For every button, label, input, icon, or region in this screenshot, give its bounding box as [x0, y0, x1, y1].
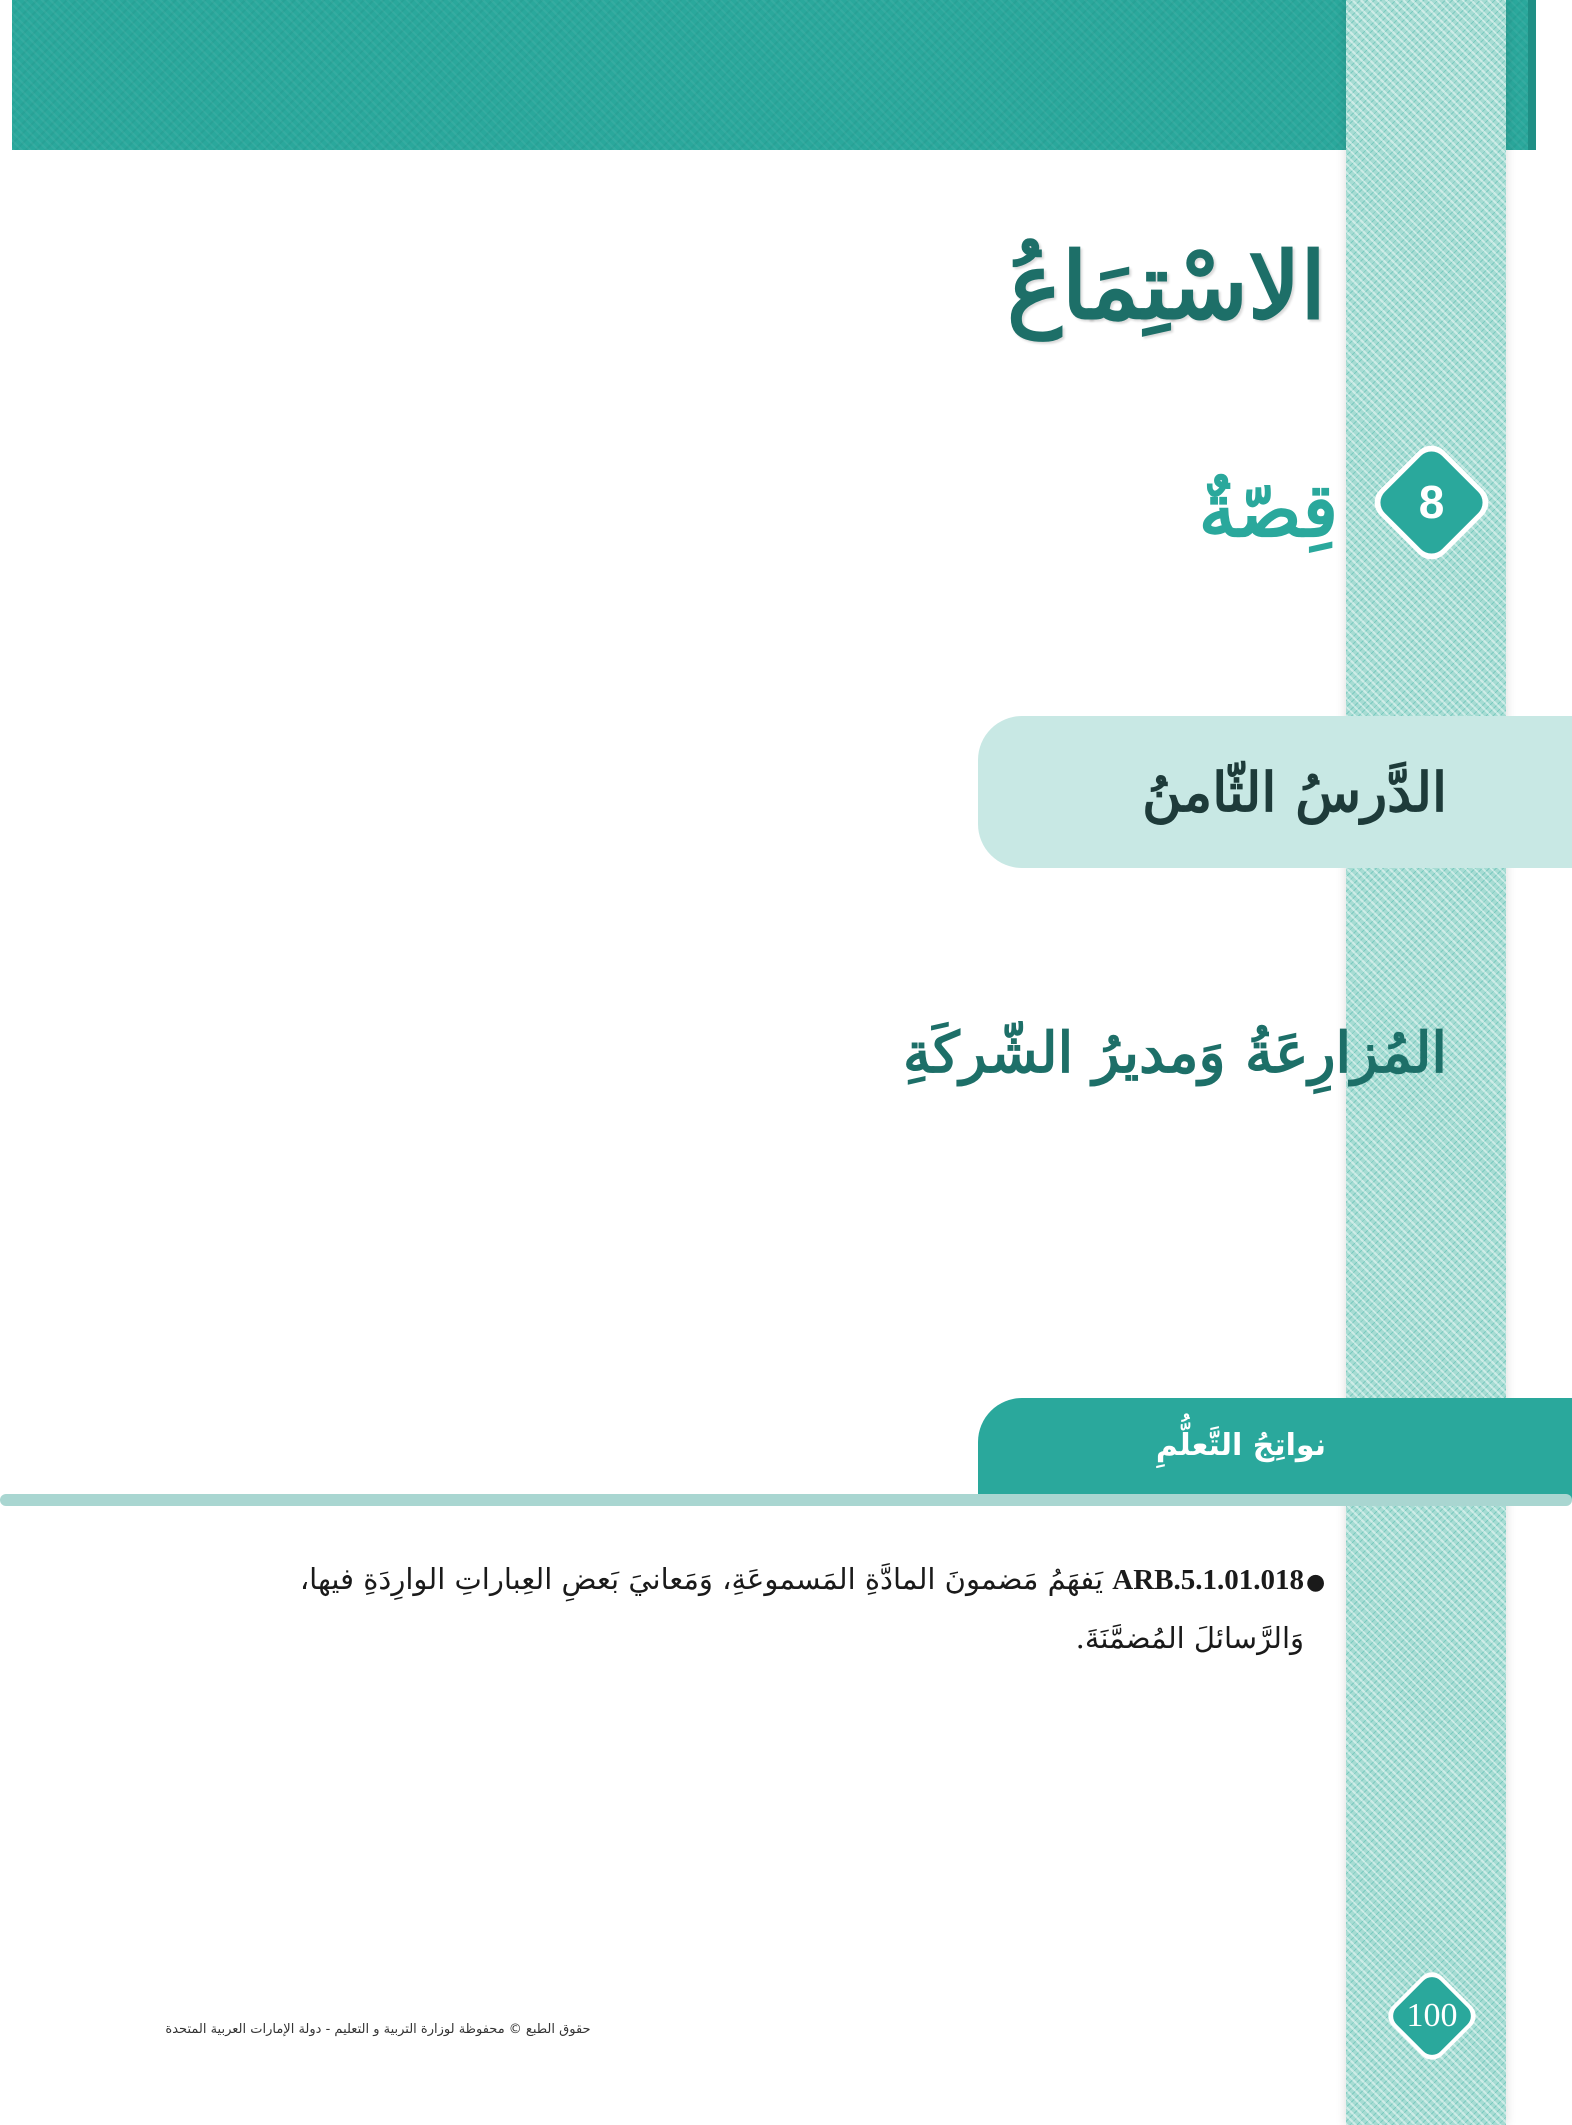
unit-number: 8 [1418, 476, 1445, 528]
top-banner [12, 0, 1532, 150]
lesson-label: الدَّرسُ الثّامنُ [1142, 760, 1447, 824]
page-number: 100 [1406, 1997, 1458, 2034]
lesson-subject-title: المُزارِعَةُ وَمديرُ الشّركَةِ [902, 1020, 1447, 1086]
bullet-icon: ● [1306, 1570, 1326, 1595]
outcome-code: ARB.5.1.01.018 [1112, 1564, 1304, 1596]
learning-outcomes-divider [0, 1494, 1572, 1506]
outcome-text: يَفهَمُ مَضمونَ المادَّةِ المَسموعَةِ، وَمَعانيَ بَعضِ العِباراتِ الوارِدَةِ فيها، وَالرَّسائلَ المُضمَّنَةَ. [299, 1562, 1304, 1655]
learning-outcome-item [294, 1550, 1304, 1667]
unit-title: قِصّةٌ [1198, 468, 1338, 554]
copyright-footer: حقوق الطبع © محفوظة لوزارة التربية و التعليم - دولة الإمارات العربية المتحدة [165, 2022, 591, 2037]
top-banner-edge [1528, 0, 1536, 150]
section-title: الاسْتِمَاعُ [1007, 232, 1326, 340]
learning-outcomes-heading: نواتِجُ التَّعلُّمِ [1155, 1428, 1326, 1463]
